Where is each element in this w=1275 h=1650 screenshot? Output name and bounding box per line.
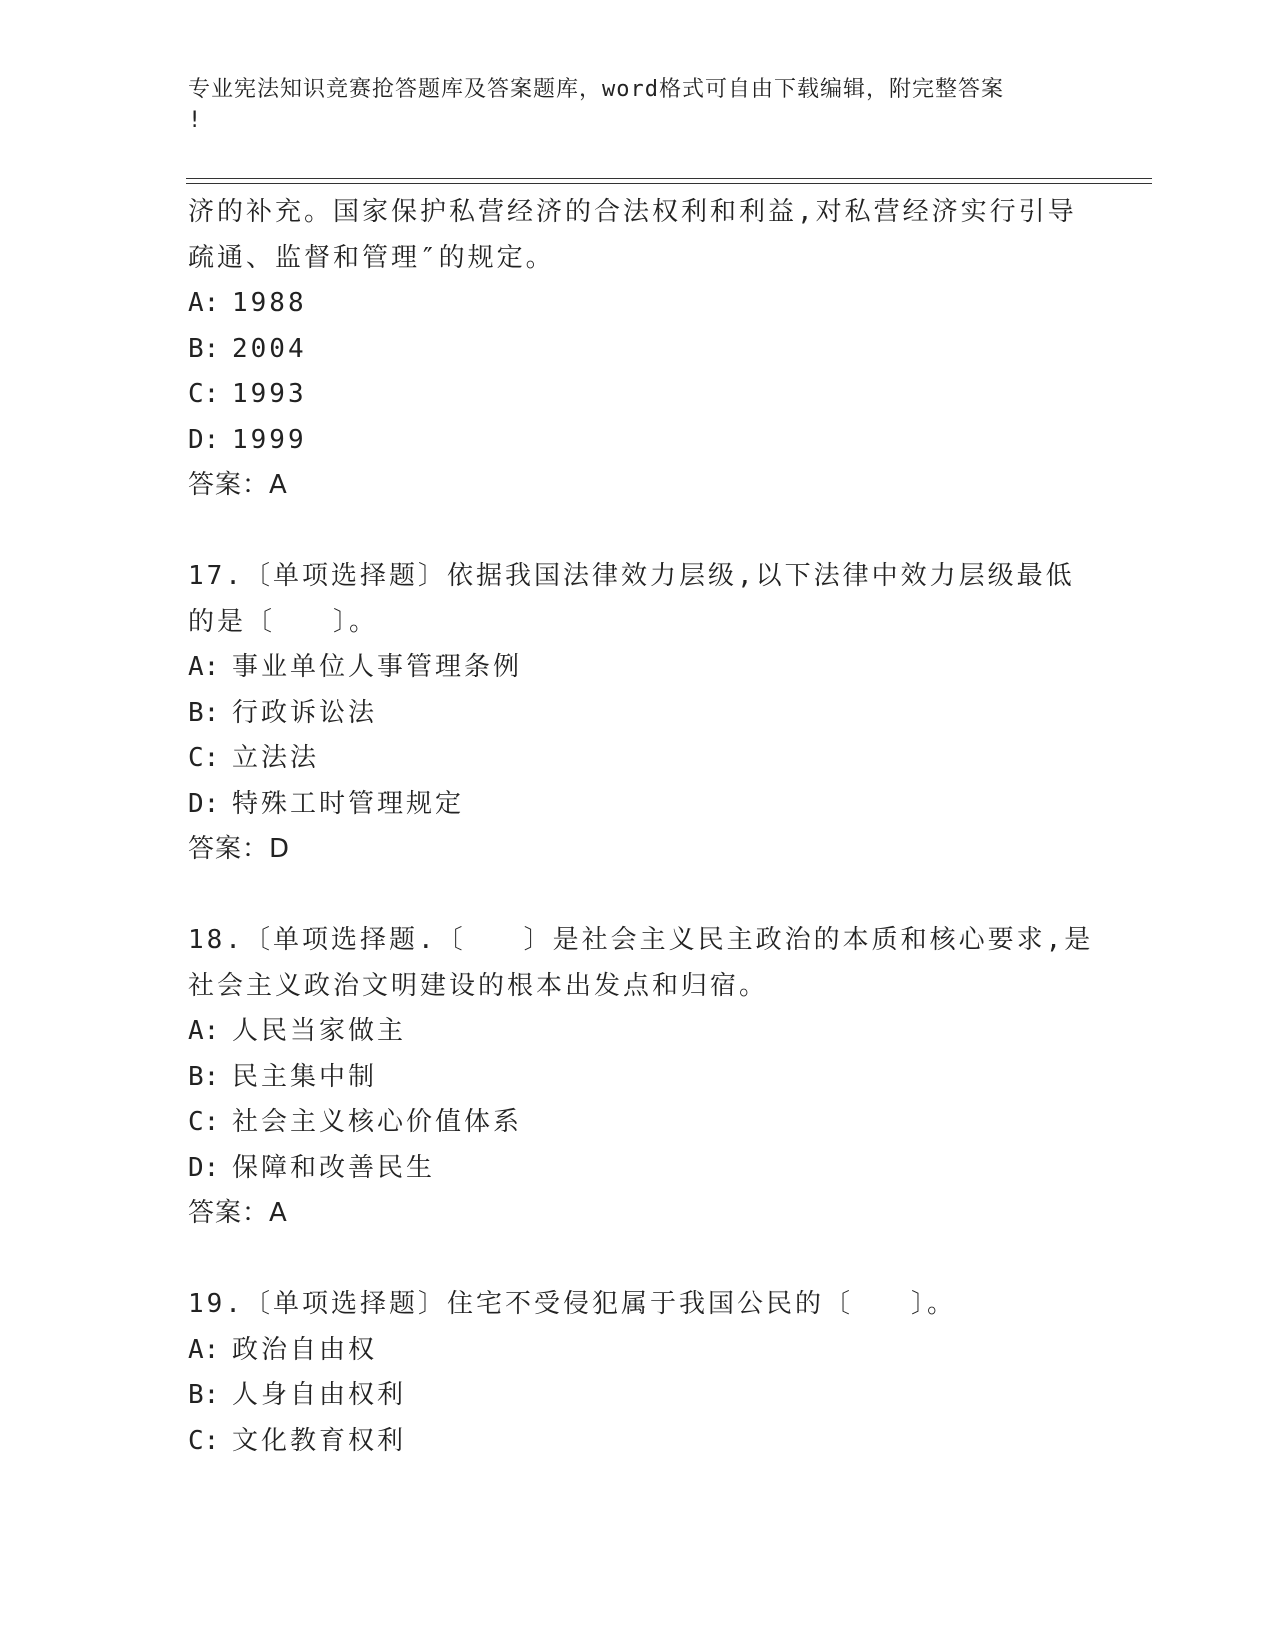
answer-line: 答案：A <box>188 470 288 500</box>
question-text-line: 19.〔单项选择题〕住宅不受侵犯属于我国公民的〔 〕。 <box>188 1289 956 1319</box>
answer-line: 答案：D <box>188 834 291 864</box>
question-18 <box>188 918 1094 1237</box>
question-text-line: 17.〔单项选择题〕依据我国法律效力层级,以下法律中效力层级最低 <box>188 561 1075 591</box>
question-text-line: 济的补充。国家保护私营经济的合法权利和利益,对私营经济实行引导 <box>188 197 1077 227</box>
question-text-line: 疏通、监督和管理″的规定。 <box>188 242 555 273</box>
header-title: 专业宪法知识竞赛抢答题库及答案题库，word格式可自由下载编辑，附完整答案 <box>188 77 1004 102</box>
question-text-line: 社会主义政治文明建设的根本出发点和归宿。 <box>188 970 769 1001</box>
option-d: D: 1999 <box>188 424 307 455</box>
option-b: B: 行政诉讼法 <box>188 697 378 728</box>
question-text-line: 的是〔 〕。 <box>188 606 379 637</box>
header-divider-top <box>186 178 1152 179</box>
option-d: D: 保障和改善民生 <box>188 1152 436 1183</box>
header-title-continuation: ! <box>188 108 203 133</box>
question-content <box>188 190 1094 1464</box>
question-19 <box>188 1282 1088 1464</box>
question-16-continuation <box>188 190 1088 509</box>
option-b: B: 民主集中制 <box>188 1061 378 1092</box>
header-divider-bottom <box>186 183 1152 184</box>
option-a: A: 事业单位人事管理条例 <box>188 652 523 682</box>
option-c: C: 社会主义核心价值体系 <box>188 1107 523 1137</box>
option-a: A: 政治自由权 <box>188 1334 378 1365</box>
option-c: C: 文化教育权利 <box>188 1425 407 1456</box>
option-a: A: 人民当家做主 <box>188 1016 407 1046</box>
answer-line: 答案：A <box>188 1198 288 1228</box>
question-17 <box>188 554 1088 873</box>
document-header <box>188 74 1068 136</box>
question-text-line: 18.〔单项选择题.〔 〕是社会主义民主政治的本质和核心要求,是 <box>188 925 1094 955</box>
option-b: B: 2004 <box>188 333 307 364</box>
option-a: A: 1988 <box>188 288 307 318</box>
option-c: C: 1993 <box>188 379 307 409</box>
option-d: D: 特殊工时管理规定 <box>188 788 465 819</box>
option-c: C: 立法法 <box>188 743 320 773</box>
option-b: B: 人身自由权利 <box>188 1380 407 1410</box>
